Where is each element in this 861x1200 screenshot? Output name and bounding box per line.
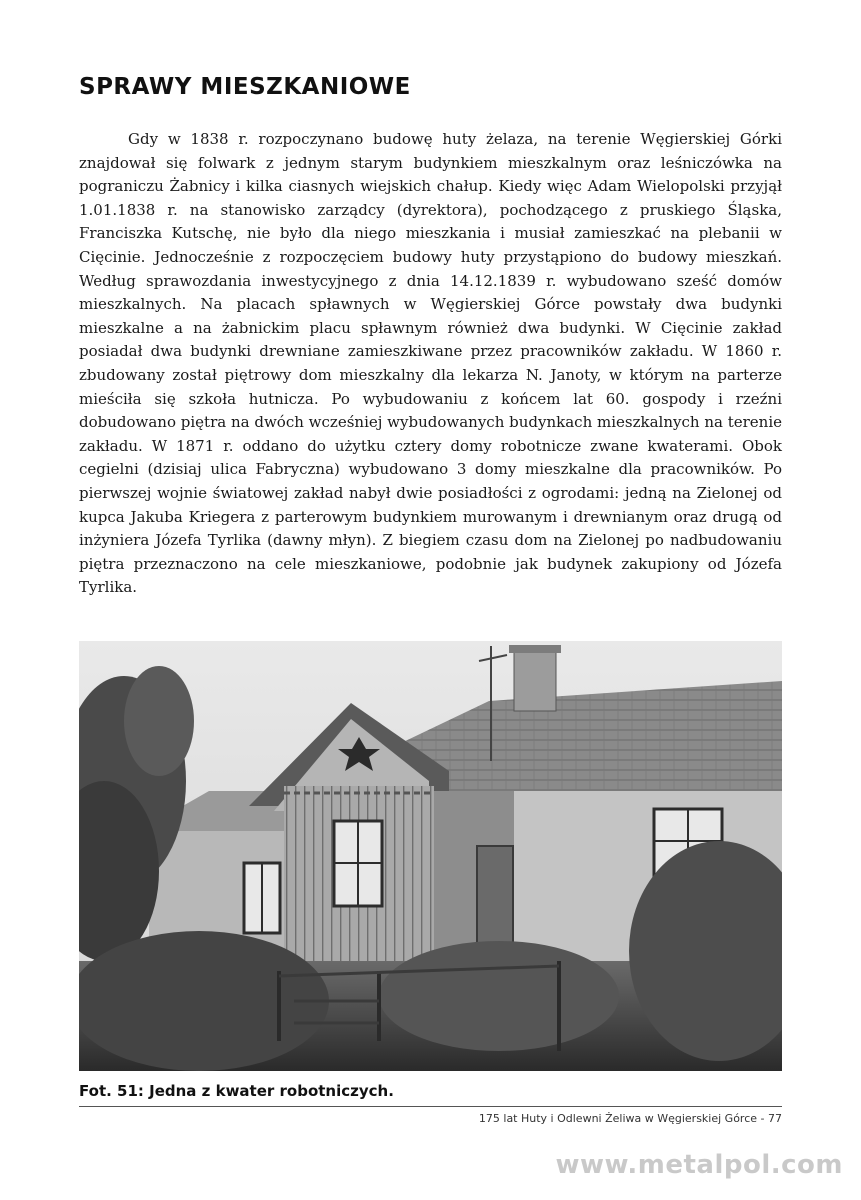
footer-divider: [79, 1106, 782, 1107]
body-paragraph: Gdy w 1838 r. rozpoczynano budowę huty żelaza, na terenie Węgierskiej Górki znajdował się folwark z jednym starym budynkiem mieszkalnym oraz leśniczówka na pograniczu Żabnicy i kilka ciasnych wiejskich chałup. Kiedy więc Adam Wielopolski przyjął 1.01.1838 r. na stanowisko zarządcy (dyrektora), pochodzącego z pruskiego Śląska, Franciszka Kutschę, nie było dla niego mieszkania i musiał zamieszkać na plebanii w Cięcinie. Jednocześnie z rozpoczęciem budowy huty przystąpiono do budowy mieszkań. Według sprawozdania inwestycyjnego z dnia 14.12.1839 r. wybudowano sześć domów mieszkalnych. Na placach spławnych w Węgierskiej Górce powstały dwa budynki mieszkalne a na żabnickim placu spławnym również dwa budynki. W Cięcinie zakład posiadał dwa budynki drewniane zamieszkiwane przez pracowników zakładu. W 1860 r. zbudowany został piętrowy dom mieszkalny dla lekarza N. Janoty, w którym na parterze mieściła się szkoła hutnicza. Po wybudowaniu z końcem lat 60. gospody i rzeźni dobudowano piętra na dwóch wcześniej wybudowanych budynkach mieszkalnych na terenie zakładu. W 1871 r. oddano do użytku cztery domy robotnicze zwane kwaterami. Obok cegielni (dzisiaj ulica Fabryczna) wybudowano 3 domy mieszkalne dla pracowników. Po pierwszej wojnie światowej zakład nabył dwie posiadłości z ogrodami: jedną na Zielonej od kupca Jakuba Kriegera z parterowym budynkiem murowanym i drewnianym oraz drugą od inżyniera Józefa Tyrlika (dawny młyn). Z biegiem czasu dom na Zielonej po nadbudowaniu piętra przeznaczono na cele mieszkaniowe, podobnie jak budynek zakupiony od Józefa Tyrlika.: [79, 130, 782, 597]
page-heading: SPRAWY MIESZKANIOWE: [79, 74, 411, 100]
running-footer: 175 lat Huty i Odlewni Żeliwa w Węgierskiej Górce - 77: [478, 1112, 782, 1125]
figure-caption: Fot. 51: Jedna z kwater robotniczych.: [79, 1082, 394, 1100]
photo-workers-house: [79, 641, 782, 1071]
watermark: www.metalpol.com: [555, 1150, 843, 1180]
